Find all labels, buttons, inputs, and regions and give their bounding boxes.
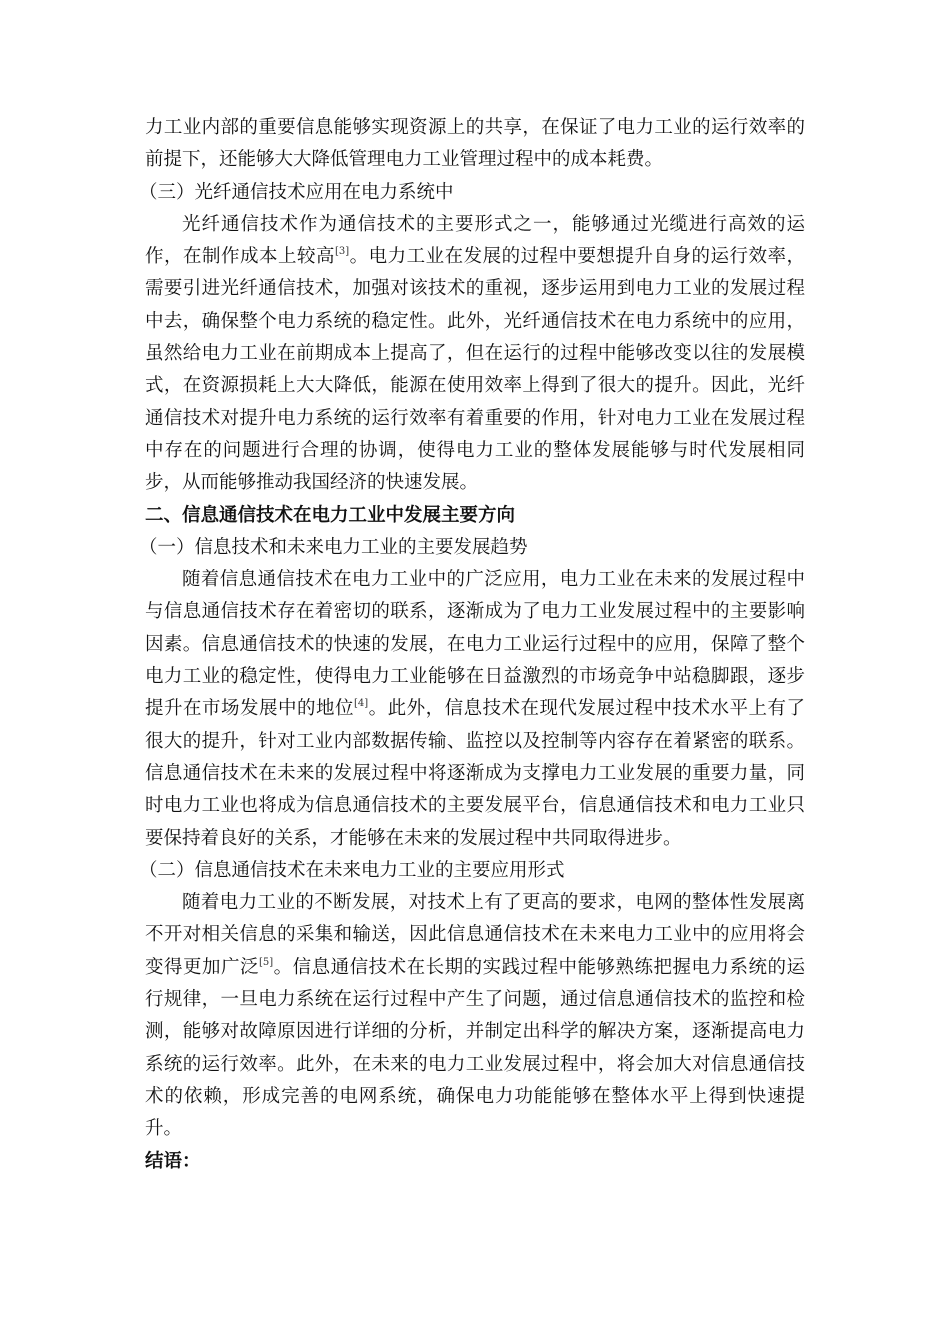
paragraph-trends-text-a: 随着信息通信技术在电力工业中的广泛应用，电力工业在未来的发展过程中与信息通信技术存在着密切的联系，逐渐成为了电力工业发展过程中的主要影响因素。信息通信技术的快速的发展，在电力工业运行过程中的应用，保障了整个电力工业的稳定性，使得电力工业能够在日益激烈的市场竞争中站稳脚跟，逐步提升在市场发展中的地位: [145, 569, 805, 720]
paragraph-fiber-optic-text-a: 光纤通信技术作为通信技术的主要形式之一，能够通过光缆进行高效的运作，在制作成本上较高: [145, 213, 805, 268]
paragraph-applications: [145, 887, 805, 1145]
paragraph-continued: 力工业内部的重要信息能够实现资源上的共享，在保证了电力工业的运行效率的前提下，还能够大大降低管理电力工业管理过程中的成本耗费。: [145, 117, 805, 171]
subheading-applications: （二）信息通信技术在未来电力工业的主要应用形式: [139, 859, 565, 881]
citation-4: [4]: [353, 698, 369, 710]
paragraph-trends-text-b: 。此外，信息技术在现代发展过程中技术水平上有了很大的提升，针对工业内部数据传输、监控以及控制等内容存在着紧密的联系。信息通信技术在未来的发展过程中将逐渐成为支撑电力工业发展的重要力量，同时电力工业也将成为信息通信技术的主要发展平台，信息通信技术和电力工业只要保持着良好的关系，才能够在未来的发展过程中共同取得进步。: [145, 698, 805, 849]
citation-5: [5]: [258, 956, 274, 968]
paragraph-applications-text-b: 。信息通信技术在长期的实践过程中能够熟练把握电力系统的运行规律，一旦电力系统在运行过程中产生了问题，通过信息通信技术的监控和检测，能够对故障原因进行详细的分析，并制定出科学的解决方案，逐渐提高电力系统的运行效率。此外，在未来的电力工业发展过程中，将会加大对信息通信技术的依赖，形成完善的电网系统，确保电力功能能够在整体水平上得到快速提升。: [145, 956, 805, 1140]
paragraph-trends: [145, 564, 805, 855]
subheading-fiber-optic: （三）光纤通信技术应用在电力系统中: [139, 181, 454, 203]
citation-3: [3]: [334, 246, 350, 258]
paragraph-fiber-optic: [145, 209, 805, 500]
conclusion-heading: 结语：: [145, 1150, 201, 1172]
section-heading-2: 二、信息通信技术在电力工业中发展主要方向: [145, 504, 516, 526]
subheading-trends: （一）信息技术和未来电力工业的主要发展趋势: [139, 536, 528, 558]
paragraph-applications-text-a: 随着电力工业的不断发展，对技术上有了更高的要求，电网的整体性发展离不开对相关信息的采集和输送，因此信息通信技术在未来电力工业中的应用将会变得更加广泛: [145, 892, 805, 978]
paragraph-fiber-optic-text-b: 。电力工业在发展的过程中要想提升自身的运行效率，需要引进光纤通信技术，加强对该技术的重视，逐步运用到电力工业的发展过程中去，确保整个电力系统的稳定性。此外，光纤通信技术在电力系统中的应用，虽然给电力工业在前期成本上提高了，但在运行的过程中能够改变以往的发展模式，在资源损耗上大大降低，能源在使用效率上得到了很大的提升。因此，光纤通信技术对提升电力系统的运行效率有着重要的作用，针对电力工业在发展过程中存在的问题进行合理的协调，使得电力工业的整体发展能够与时代发展相同步，从而能够推动我国经济的快速发展。: [145, 246, 805, 494]
document-body: [139, 112, 805, 1178]
